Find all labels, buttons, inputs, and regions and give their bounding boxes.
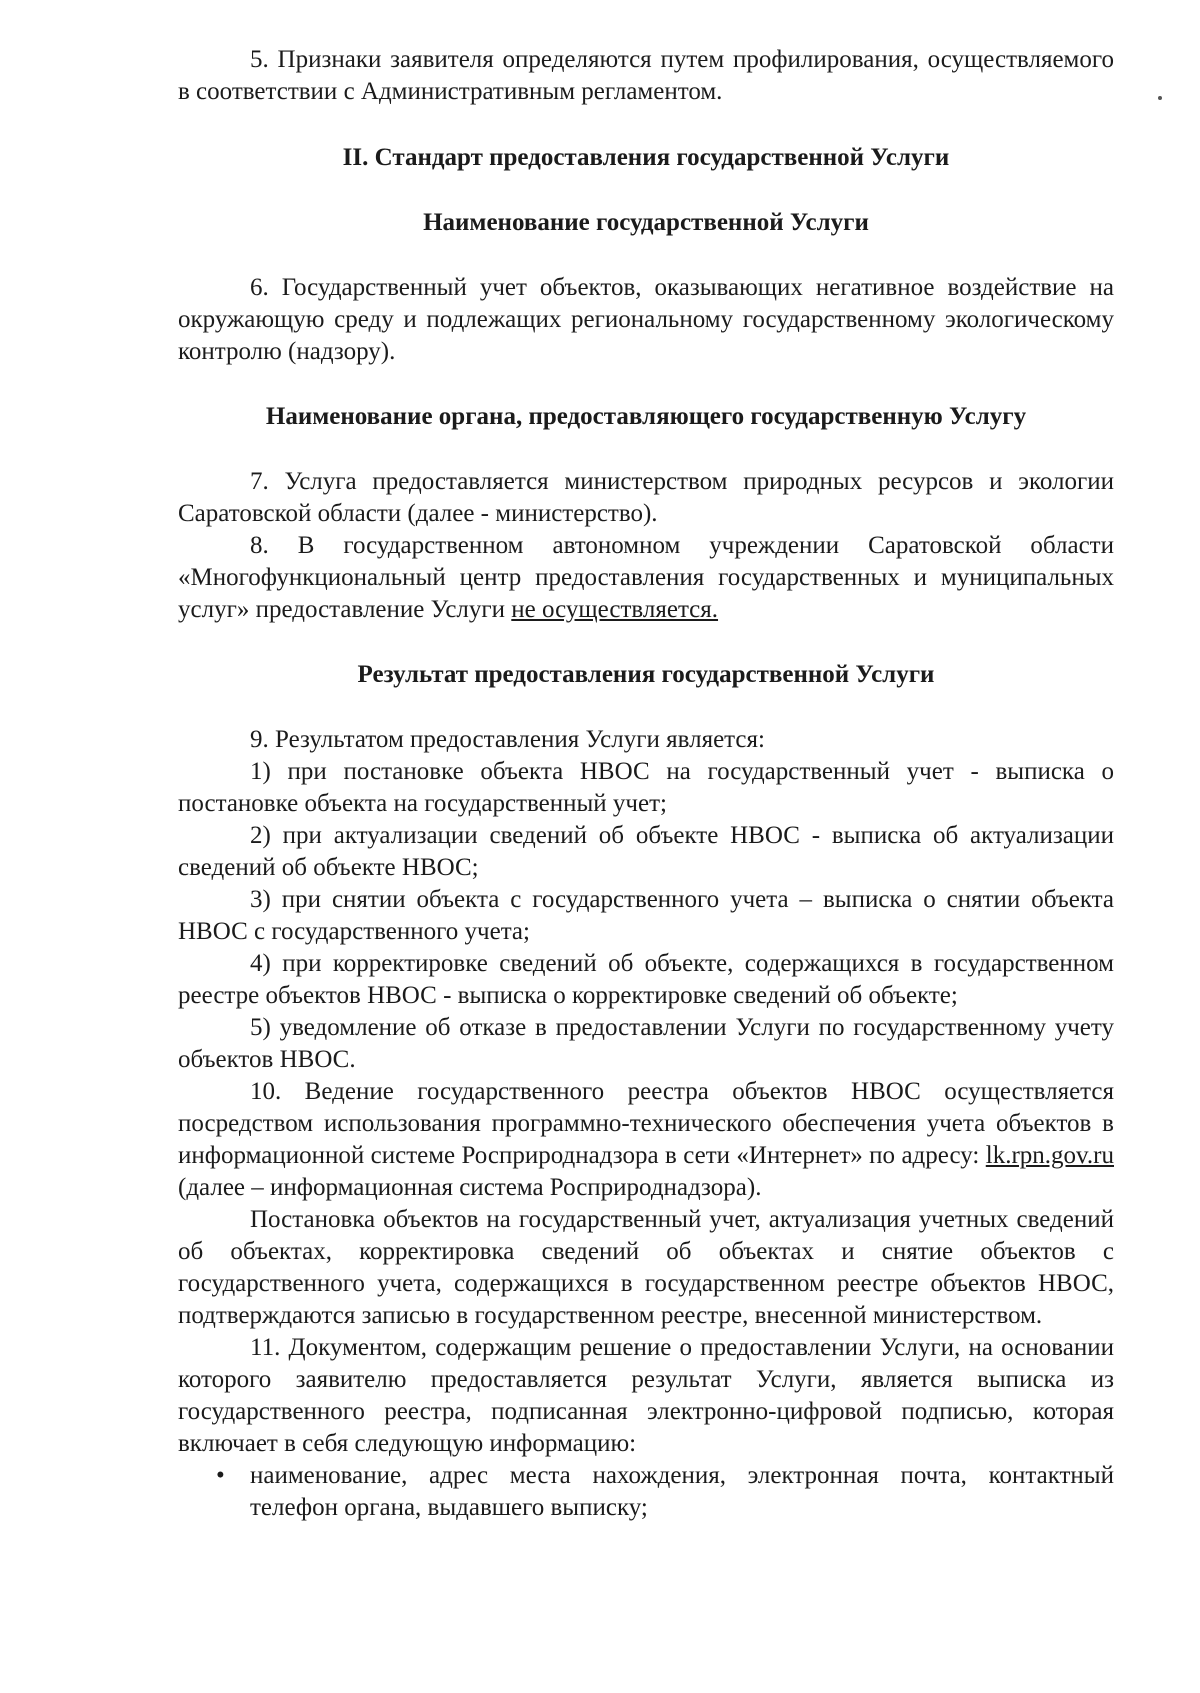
document-page [178,44,1114,1524]
paragraph-8-underlined: не осуществляется. [511,596,719,623]
paragraph-10-text: 10. Ведение государственного реестра объектов НВОС осуществляется посредством использования программно-технического обеспечения учета объектов в информационной системе Росприроднадзора в сети «Интернет» по адресу: [178,1078,1114,1169]
paragraph-10 [178,1076,1114,1204]
paragraph-8-text: 8. В государственном автономном учреждении Саратовской области «Многофункциональный центр предоставления государственных и муниципальных услуг» предоставление Услуги [178,532,1114,623]
bullet-item-text: наименование, адрес места нахождения, электронная почта, контактный телефон органа, выдавшего выписку; [250,1462,1114,1521]
paragraph-5: 5. Признаки заявителя определяются путем профилирования, осуществляемого в соответствии с Административным регламентом. [178,46,1114,105]
paragraph-9-item-1: 1) при постановке объекта НВОС на государственный учет - выписка о постановке объекта на государственный учет; [178,758,1114,817]
url-link[interactable]: lk.rpn.gov.ru [985,1142,1114,1169]
paragraph-9: 9. Результатом предоставления Услуги является: [250,726,765,753]
paragraph-9-item-3: 3) при снятии объекта с государственного учета – выписка о снятии объекта НВОС с государственного учета; [178,886,1114,945]
scan-speck [1158,96,1162,100]
paragraph-9-item-2: 2) при актуализации сведений об объекте НВОС - выписка об актуализации сведений об объекте НВОС; [178,822,1114,881]
paragraph-11: 11. Документом, содержащим решение о предоставлении Услуги, на основании которого заявителю предоставляется результат Услуги, является выписка из государственного реестра, подписанная электронно-цифровой подписью, которая включает в себя следующую информацию: [178,1334,1114,1457]
subheading-result: Результат предоставления государственной Услуги [357,661,935,688]
paragraph-9-item-4: 4) при корректировке сведений об объекте, содержащихся в государственном реестре объектов НВОС - выписка о корректировке сведений об объекте; [178,950,1114,1009]
paragraph-9-item-5: 5) уведомление об отказе в предоставлении Услуги по государственному учету объектов НВОС. [178,1014,1114,1073]
subheading-organ-name: Наименование органа, предоставляющего государственную Услугу [265,403,1027,430]
paragraph-10-continued: Постановка объектов на государственный учет, актуализация учетных сведений об объектах, корректировка сведений об объектах и снятие объектов с государственного учета, содержащихся в государственном реестре объектов НВОС, подтверждаются записью в государственном реестре, внесенной министерством. [178,1206,1114,1329]
paragraph-8 [178,530,1114,626]
subheading-service-name: Наименование государственной Услуги [423,209,869,236]
bullet-icon: • [216,1462,225,1489]
bullet-item [178,1460,1114,1524]
paragraph-6: 6. Государственный учет объектов, оказывающих негативное воздействие на окружающую среду и подлежащих региональному государственному экологическому контролю (надзору). [178,274,1114,365]
paragraph-7: 7. Услуга предоставляется министерством природных ресурсов и экологии Саратовской области (далее - министерство). [178,468,1114,527]
section-heading: II. Стандарт предоставления государственной Услуги [342,144,950,171]
paragraph-10-text-end: (далее – информационная система Росприроднадзора). [178,1174,762,1201]
